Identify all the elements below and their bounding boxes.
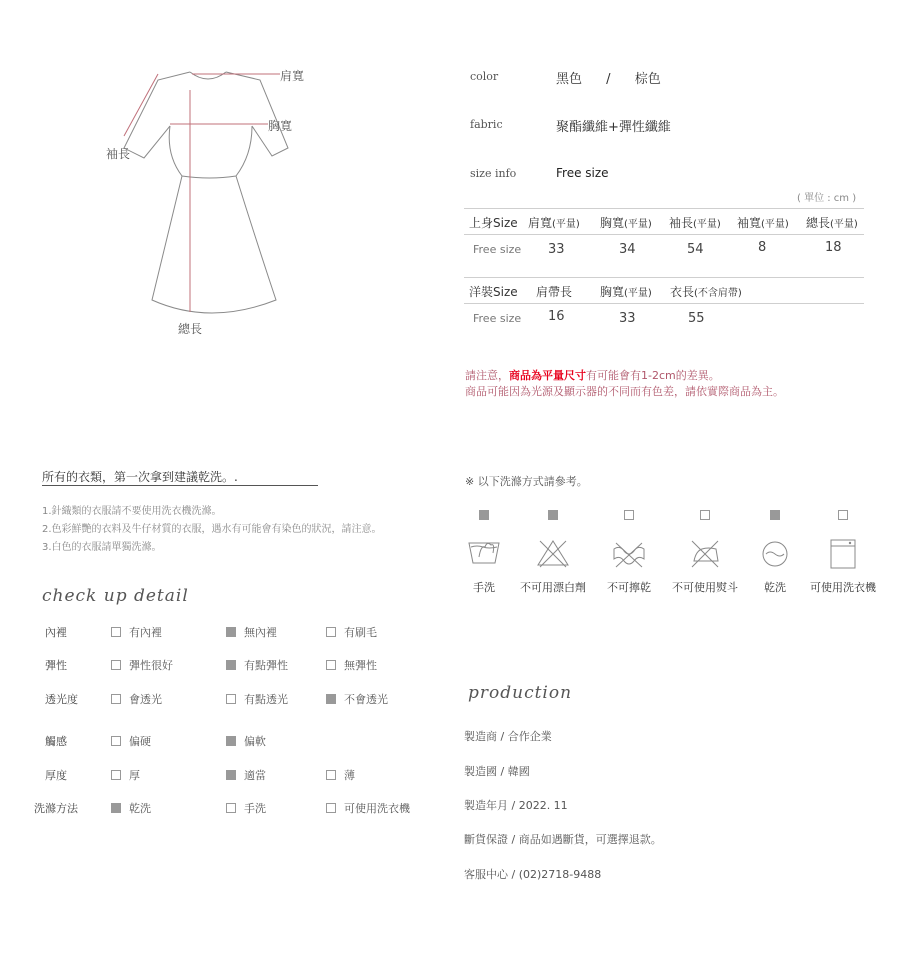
wash-title: 所有的衣類，第一次拿到建議乾洗。. [42,470,238,484]
checkup-option[interactable] [226,657,288,673]
checkup-option-label: 彈性很好 [129,659,173,672]
top-col-chest [600,214,652,231]
checkup-option-label: 偏軟 [244,735,266,748]
notice-line-1 [465,367,720,383]
fabric-label: fabric [470,118,503,131]
checkup-option-label: 可使用洗衣機 [344,802,410,815]
checkbox[interactable] [226,627,236,637]
label-chest: 胸寬 [268,119,293,133]
production-maker: 製造商 / 合作企業 [464,730,552,743]
checkup-option-label: 厚 [129,769,140,782]
checkbox[interactable] [326,803,336,813]
color-label: color [470,70,499,83]
dress-col-strap [536,283,572,300]
production-date: 製造年月 / 2022. 11 [464,799,568,812]
no-iron-icon [688,537,722,571]
col-name: 袖寬 [737,216,762,230]
label-shoulder: 肩寬 [280,69,305,83]
production-country: 製造國 / 韓國 [464,765,530,778]
checkup-row-label: 彈性 [45,659,67,672]
top-col-sleeve-width [737,214,789,231]
checkup-option[interactable] [111,800,151,816]
checkup-option[interactable] [226,624,277,640]
checkup-option[interactable] [326,767,355,783]
fabric-value: 聚酯纖維+彈性纖維 [556,120,671,135]
no-wring-icon [612,537,646,571]
col-name: 胸寬 [600,285,625,299]
color-separator: / [606,72,611,87]
checkup-option[interactable] [111,691,162,707]
wash-tip: 1.針織類的衣服請不要使用洗衣機洗滌。 [42,506,222,517]
checkup-option[interactable] [111,733,151,749]
checkup-option-label: 有刷毛 [344,626,377,639]
dress-sketch-icon [100,60,340,340]
checkbox[interactable] [226,660,236,670]
checkup-row-label: 內裡 [45,626,67,639]
care-label: 不可用漂白劑 [520,581,586,594]
checkbox[interactable] [226,736,236,746]
checkbox[interactable] [111,660,121,670]
checkup-option-label: 會透光 [129,693,162,706]
care-label: 乾洗 [764,581,786,594]
checkbox[interactable] [326,627,336,637]
checkup-row-label: 洗滌方法 [34,802,78,815]
col-note: (平量) [830,219,858,230]
checkup-option[interactable] [111,624,162,640]
top-col-sleeve [669,214,721,231]
washing-machine-icon [826,537,860,571]
care-label: 不可擰乾 [607,581,651,594]
checkup-title: check up detail [42,586,189,606]
checkup-option-label: 乾洗 [129,802,151,815]
col-name: 總長 [806,216,831,230]
checkup-row-label: 透光度 [45,693,78,706]
label-length: 總長 [178,322,203,336]
col-note: (不含肩帶) [694,288,742,299]
care-checkbox[interactable] [700,510,710,520]
care-checkbox[interactable] [838,510,848,520]
top-value-sleeve-width: 8 [758,240,767,255]
checkup-option-label: 手洗 [244,802,266,815]
checkbox[interactable] [111,803,121,813]
col-name: 肩帶長 [536,285,573,299]
checkbox[interactable] [226,694,236,704]
checkup-option-label: 適當 [244,769,266,782]
care-checkbox[interactable] [624,510,634,520]
care-label: 手洗 [473,581,495,594]
col-name: 衣長 [670,285,695,299]
checkup-option-label: 無內裡 [244,626,277,639]
table-rule [464,303,864,304]
col-note: (平量) [693,219,721,230]
size-label: size info [470,167,517,180]
production-guarantee: 斷貨保證 / 商品如遇斷貨，可選擇退款。 [464,833,662,846]
care-label: 可使用洗衣機 [810,581,876,594]
col-name: 袖長 [669,216,694,230]
checkbox[interactable] [326,660,336,670]
checkup-option-label: 有點彈性 [244,659,288,672]
checkup-option[interactable] [226,733,266,749]
care-checkbox[interactable] [479,510,489,520]
checkbox[interactable] [111,770,121,780]
table-rule [464,277,864,278]
care-title: ※ 以下洗滌方式請參考。 [465,475,588,488]
checkup-option-label: 無彈性 [344,659,377,672]
checkbox[interactable] [226,803,236,813]
checkup-option[interactable] [226,691,288,707]
checkbox[interactable] [111,627,121,637]
top-value-sleeve: 54 [687,242,704,257]
checkup-option-label: 薄 [344,769,355,782]
color-value-2: 棕色 [634,72,661,87]
dress-col-chest [600,283,652,300]
dress-value-strap: 16 [548,309,565,324]
checkup-option[interactable] [226,800,266,816]
checkup-option[interactable] [111,657,173,673]
dress-row-label: Free size [473,312,522,325]
table-rule [464,234,864,235]
dress-value-length: 55 [688,311,705,326]
top-value-chest: 34 [619,242,636,257]
table-rule [464,208,864,209]
col-note: (平量) [624,288,652,299]
garment-diagram [100,60,340,340]
label-sleeve: 袖長 [106,147,131,161]
dress-value-chest: 33 [619,311,636,326]
checkup-option[interactable] [226,767,266,783]
dress-table-header: 洋裝Size [469,285,518,299]
checkup-option-label: 不會透光 [344,693,388,706]
top-col-shoulder [528,214,580,231]
production-title: production [468,683,573,703]
col-name: 肩寬 [528,216,553,230]
checkup-option-label: 有點透光 [244,693,288,706]
top-col-length [806,214,858,231]
wash-tip: 2.色彩鮮艷的衣料及牛仔材質的衣服，遇水有可能會有染色的狀況，請注意。 [42,524,382,535]
unit-note: ( 單位 : cm ) [797,193,857,204]
top-table-header: 上身Size [469,216,518,230]
checkbox[interactable] [111,694,121,704]
notice-line-2: 商品可能因為光源及顯示器的不同而有色差，請依實際商品為主。 [465,385,784,398]
size-value: Free size [556,166,609,180]
no-bleach-icon [536,537,570,571]
col-note: (平量) [624,219,652,230]
color-value-1: 黑色 [556,72,583,87]
checkup-option[interactable] [326,624,377,640]
top-row-label: Free size [473,243,522,256]
checkup-option[interactable] [111,767,140,783]
checkbox[interactable] [326,694,336,704]
wash-title-underline [42,485,318,486]
care-checkbox[interactable] [548,510,558,520]
checkbox[interactable] [326,770,336,780]
checkup-option-label: 有內裡 [129,626,162,639]
top-value-shoulder: 33 [548,242,565,257]
top-value-length: 18 [825,240,842,255]
notice-text: 有可能會有1-2cm的差異。 [586,369,720,382]
checkup-row-label: 觸感 [45,735,67,748]
care-checkbox[interactable] [770,510,780,520]
checkup-option[interactable] [326,657,377,673]
col-note: (平量) [552,219,580,230]
hand-wash-icon [467,537,501,571]
production-service: 客服中心 / (02)2718-9488 [464,868,602,881]
checkup-option-label: 偏硬 [129,735,151,748]
notice-emphasis: 商品為平量尺寸 [509,369,586,382]
col-note: (平量) [761,219,789,230]
dress-col-length [670,283,742,300]
dry-clean-icon [758,537,792,571]
col-name: 胸寬 [600,216,625,230]
checkbox[interactable] [111,736,121,746]
checkbox[interactable] [226,770,236,780]
notice-text: 請注意， [465,369,509,382]
checkup-row-label: 厚度 [45,769,67,782]
color-value [556,68,661,87]
checkup-option[interactable] [326,691,388,707]
care-label: 不可使用熨斗 [672,581,738,594]
checkup-option[interactable] [326,800,410,816]
wash-tip: 3.白色的衣服請單獨洗滌。 [42,542,162,553]
